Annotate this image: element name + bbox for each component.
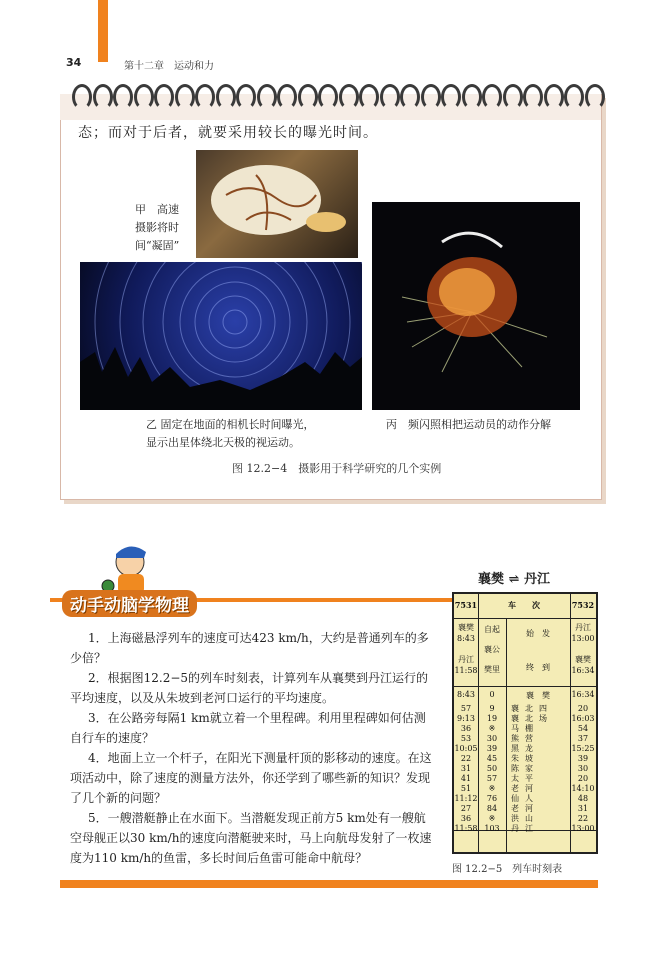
photo-b-caption <box>146 416 315 452</box>
photo-a-caption-line: 摄影将时 <box>135 221 179 234</box>
strobe-illustration <box>372 202 580 410</box>
time-cell: 13:00 <box>571 824 595 833</box>
binder-ring-icon <box>339 84 359 110</box>
train-number-right: 7532 <box>571 600 595 610</box>
time-cell: 53 <box>460 734 472 743</box>
binder-ring-icon <box>421 84 441 110</box>
binder-ring-icon <box>113 84 133 110</box>
binder-ring-icon <box>482 84 502 110</box>
binder-ring-icon <box>380 84 400 110</box>
binder-ring-icon <box>544 84 564 110</box>
time-cell: 54 <box>577 724 589 733</box>
km-header: 襄公 <box>484 645 500 654</box>
km-cell: 9 <box>489 704 495 713</box>
km-cell: ※ <box>488 724 496 733</box>
time-cell: 16:34 <box>571 666 595 675</box>
km-cell: 103 <box>484 824 500 833</box>
question-text: 3．在公路旁每隔1 km就立着一个里程碑。利用里程碑如何估测自行车的速度？ <box>70 711 426 745</box>
photo-b-caption-line: 显示出星体绕北天极的视运动。 <box>146 436 300 449</box>
question-1 <box>70 628 435 668</box>
km-cell: ※ <box>488 814 496 823</box>
time-cell: 36 <box>460 724 472 733</box>
km-cell: 30 <box>486 734 498 743</box>
station-label: 襄樊 <box>575 655 591 664</box>
photo-a-caption <box>135 201 179 255</box>
km-cell: 76 <box>486 794 498 803</box>
question-4 <box>70 748 435 808</box>
activity-title: 动手动脑学物理 <box>62 590 197 617</box>
binder-ring-icon <box>298 84 318 110</box>
time-cell: 37 <box>577 734 589 743</box>
binder-ring-icon <box>564 84 584 110</box>
arrive-label: 终 到 <box>526 663 550 672</box>
time-cell: 11:58 <box>454 666 478 675</box>
question-text: 2．根据图12.2−5的列车时刻表，计算列车从襄樊到丹江运行的平均速度，以及从朱坡到老河口运行的平均速度。 <box>70 671 429 705</box>
binder-ring-icon <box>93 84 113 110</box>
km-cell: 19 <box>486 714 498 723</box>
binder-ring-icon <box>462 84 482 110</box>
time-cell: 10:05 <box>454 744 478 753</box>
binder-ring-icon <box>523 84 543 110</box>
star-trails-illustration <box>80 262 362 410</box>
time-cell: 27 <box>460 804 472 813</box>
student-mascot-icon <box>96 540 158 596</box>
km-cell: 0 <box>489 690 495 699</box>
train-header: 车 次 <box>508 600 540 610</box>
station-column: 襄 襄 马 熊 黑 朱 陈 太 老 仙 老 洪 丹 <box>511 704 519 833</box>
time-cell: 22 <box>577 814 589 823</box>
photo-high-speed-egg <box>196 150 358 258</box>
binder-ring-icon <box>154 84 174 110</box>
photo-b-caption-line: 乙 固定在地面的相机长时间曝光， <box>146 418 315 431</box>
header-accent-bar <box>98 0 108 62</box>
photo-c-caption: 丙 频闪照相把运动员的动作分解 <box>386 418 551 431</box>
question-text: 4．地面上立一个杆子，在阳光下测量杆顶的影移动的速度。在这项活动中，除了速度的测量方法外，你还学到了哪些新的知识？发现了几个新的问题？ <box>70 751 432 805</box>
binder-ring-icon <box>175 84 195 110</box>
time-cell: 36 <box>460 814 472 823</box>
km-header: 自起 <box>484 625 500 634</box>
question-3 <box>70 708 435 748</box>
time-cell: 16:34 <box>571 690 595 699</box>
station-label: 襄樊 <box>458 623 474 632</box>
time-cell: 9:13 <box>457 714 475 723</box>
km-cell: 45 <box>486 754 498 763</box>
binder-ring-icon <box>195 84 215 110</box>
footer-accent-bar <box>60 880 598 888</box>
time-cell: 16:03 <box>571 714 595 723</box>
station-column: 北 北 棚 营 龙 坡 家 平 河 人 河 山 江 <box>525 704 533 833</box>
time-cell: 51 <box>460 784 472 793</box>
time-cell: 30 <box>577 764 589 773</box>
station-label: 丹江 <box>458 655 474 664</box>
photo-stroboscopic-athlete <box>372 202 580 410</box>
binder-ring-icon <box>441 84 461 110</box>
time-cell: 31 <box>460 764 472 773</box>
table-divider <box>454 618 596 619</box>
binder-ring-icon <box>277 84 297 110</box>
binder-ring-icon <box>72 84 92 110</box>
time-cell: 57 <box>460 704 472 713</box>
photo-a-caption-line: 甲 高速 <box>135 203 179 216</box>
binder-ring-icon <box>236 84 256 110</box>
binder-ring-icon <box>134 84 154 110</box>
photo-a-caption-line: 间“凝固” <box>135 239 180 252</box>
time-cell: 41 <box>460 774 472 783</box>
km-cell: 57 <box>486 774 498 783</box>
binder-ring-icon <box>359 84 379 110</box>
binder-ring-icon <box>503 84 523 110</box>
question-2 <box>70 668 435 708</box>
time-cell: 8:43 <box>457 690 475 699</box>
time-cell: 31 <box>577 804 589 813</box>
km-cell: ※ <box>488 784 496 793</box>
time-cell: 8:43 <box>457 634 475 643</box>
station-cell: 襄 樊 <box>526 691 550 700</box>
binder-ring-icon <box>257 84 277 110</box>
time-cell: 20 <box>577 704 589 713</box>
binder-ring-icon <box>318 84 338 110</box>
time-cell: 20 <box>577 774 589 783</box>
chapter-title: 第十二章 运动和力 <box>124 61 214 72</box>
figure-12-2-5-caption: 图 12.2−5 列车时刻表 <box>452 864 563 875</box>
train-number-left: 7531 <box>454 600 478 610</box>
km-header: 樊里 <box>484 665 500 674</box>
time-cell: 11:12 <box>454 794 478 803</box>
time-cell: 39 <box>577 754 589 763</box>
table-divider <box>454 686 596 687</box>
photo-star-trails <box>80 262 362 410</box>
notebook-ring-strip <box>60 94 601 120</box>
question-text: 5．一艘潜艇静止在水面下。当潜艇发现正前方5 km处有一艘航空母舰正以30 km/h的速度向潜艇驶来时，马上向航母发射了一枚速度为110 km/h的鱼雷，多长时间后鱼雷可能命中航母？ <box>70 811 432 865</box>
station-label: 丹江 <box>575 623 591 632</box>
time-cell: 13:00 <box>571 634 595 643</box>
km-cell: 50 <box>486 764 498 773</box>
binder-ring-icon <box>216 84 236 110</box>
figure-12-2-4-caption: 图 12.2−4 摄影用于科学研究的几个实例 <box>232 462 442 475</box>
time-cell: 22 <box>460 754 472 763</box>
binder-ring-icon <box>400 84 420 110</box>
time-cell: 15:25 <box>571 744 595 753</box>
time-cell: 48 <box>577 794 589 803</box>
page-number: 34 <box>66 56 82 69</box>
km-cell: 84 <box>486 804 498 813</box>
time-cell: 11:58 <box>454 824 478 833</box>
station-column: 四 场 <box>539 704 547 723</box>
depart-label: 始 发 <box>526 629 550 638</box>
question-5 <box>70 808 435 868</box>
timetable-title: 襄樊 ⇌ 丹江 <box>478 572 550 587</box>
notebook-intro-text: 态；而对于后者，就要采用较长的曝光时间。 <box>78 125 378 141</box>
km-cell: 39 <box>486 744 498 753</box>
egg-illustration <box>196 150 358 258</box>
binder-ring-icon <box>585 84 605 110</box>
question-text: 1．上海磁悬浮列车的速度可达423 km/h，大约是普通列车的多少倍？ <box>70 631 429 665</box>
table-divider <box>506 618 507 852</box>
train-timetable <box>452 592 598 854</box>
time-cell: 14:10 <box>571 784 595 793</box>
